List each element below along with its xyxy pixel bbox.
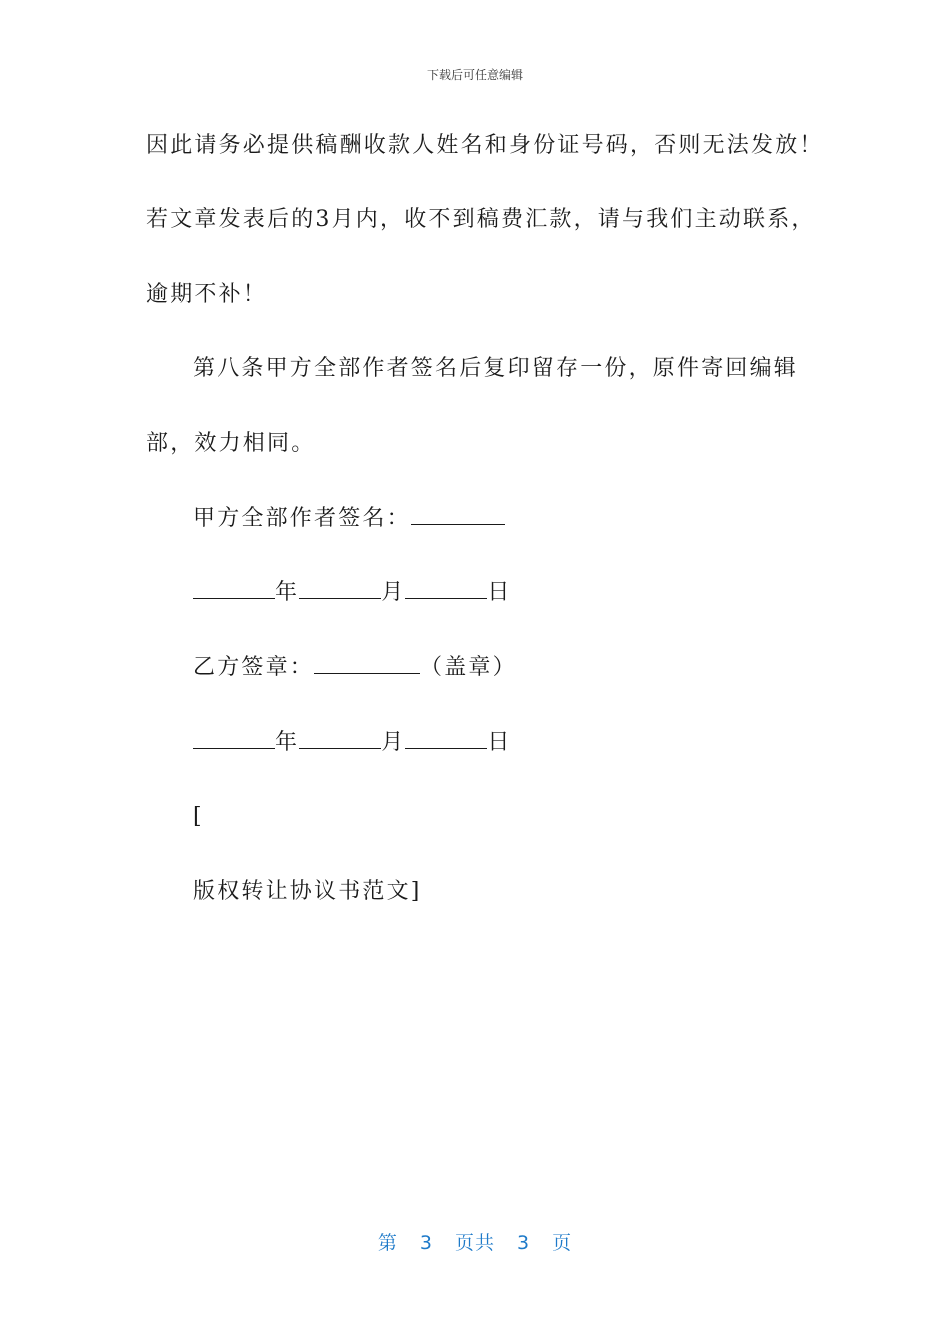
day-label: 日 [487, 730, 512, 755]
party-a-signature-row [193, 508, 505, 530]
page-header: 下载后可任意编辑 [426, 68, 523, 82]
party-a-signature-blank[interactable] [411, 508, 505, 525]
party-a-month-blank[interactable] [299, 582, 381, 599]
party-b-month-blank[interactable] [299, 732, 381, 749]
party-b-date-row [193, 732, 512, 754]
party-b-year-blank[interactable] [193, 732, 275, 749]
party-a-year-blank[interactable] [193, 582, 275, 599]
body-line-3: 逾期不补！ [146, 282, 268, 307]
bracket-open: [ [193, 804, 204, 829]
page-prefix: 第 [377, 1232, 398, 1254]
party-b-day-blank[interactable] [405, 732, 487, 749]
total-page-number: 3 [517, 1232, 531, 1254]
seal-note: （盖章） [420, 655, 517, 680]
party-a-signature-label: 甲方全部作者签名： [193, 506, 411, 531]
article-eight-line-2: 部，效力相同。 [146, 431, 316, 456]
month-label: 月 [381, 730, 406, 755]
article-eight-line-1: 第八条甲方全部作者签名后复印留存一份，原件寄回编辑 [193, 356, 799, 381]
party-a-day-blank[interactable] [405, 582, 487, 599]
party-b-signature-row [193, 657, 517, 679]
year-label: 年 [275, 580, 300, 605]
closing-title: 版权转让协议书范文] [193, 879, 422, 904]
party-b-signature-label: 乙方签章： [193, 655, 315, 680]
party-b-signature-blank[interactable] [314, 657, 420, 674]
current-page-number: 3 [419, 1232, 433, 1254]
body-line-2: 若文章发表后的3月内，收不到稿费汇款，请与我们主动联系， [146, 207, 816, 232]
page-footer [0, 1228, 950, 1255]
year-label: 年 [275, 730, 300, 755]
body-line-1: 因此请务必提供稿酬收款人姓名和身份证号码，否则无法发放！ [146, 133, 824, 158]
page-suffix: 页 [552, 1232, 573, 1254]
page-mid: 页共 [454, 1232, 495, 1254]
party-a-date-row [193, 582, 512, 604]
month-label: 月 [381, 580, 406, 605]
day-label: 日 [487, 580, 512, 605]
